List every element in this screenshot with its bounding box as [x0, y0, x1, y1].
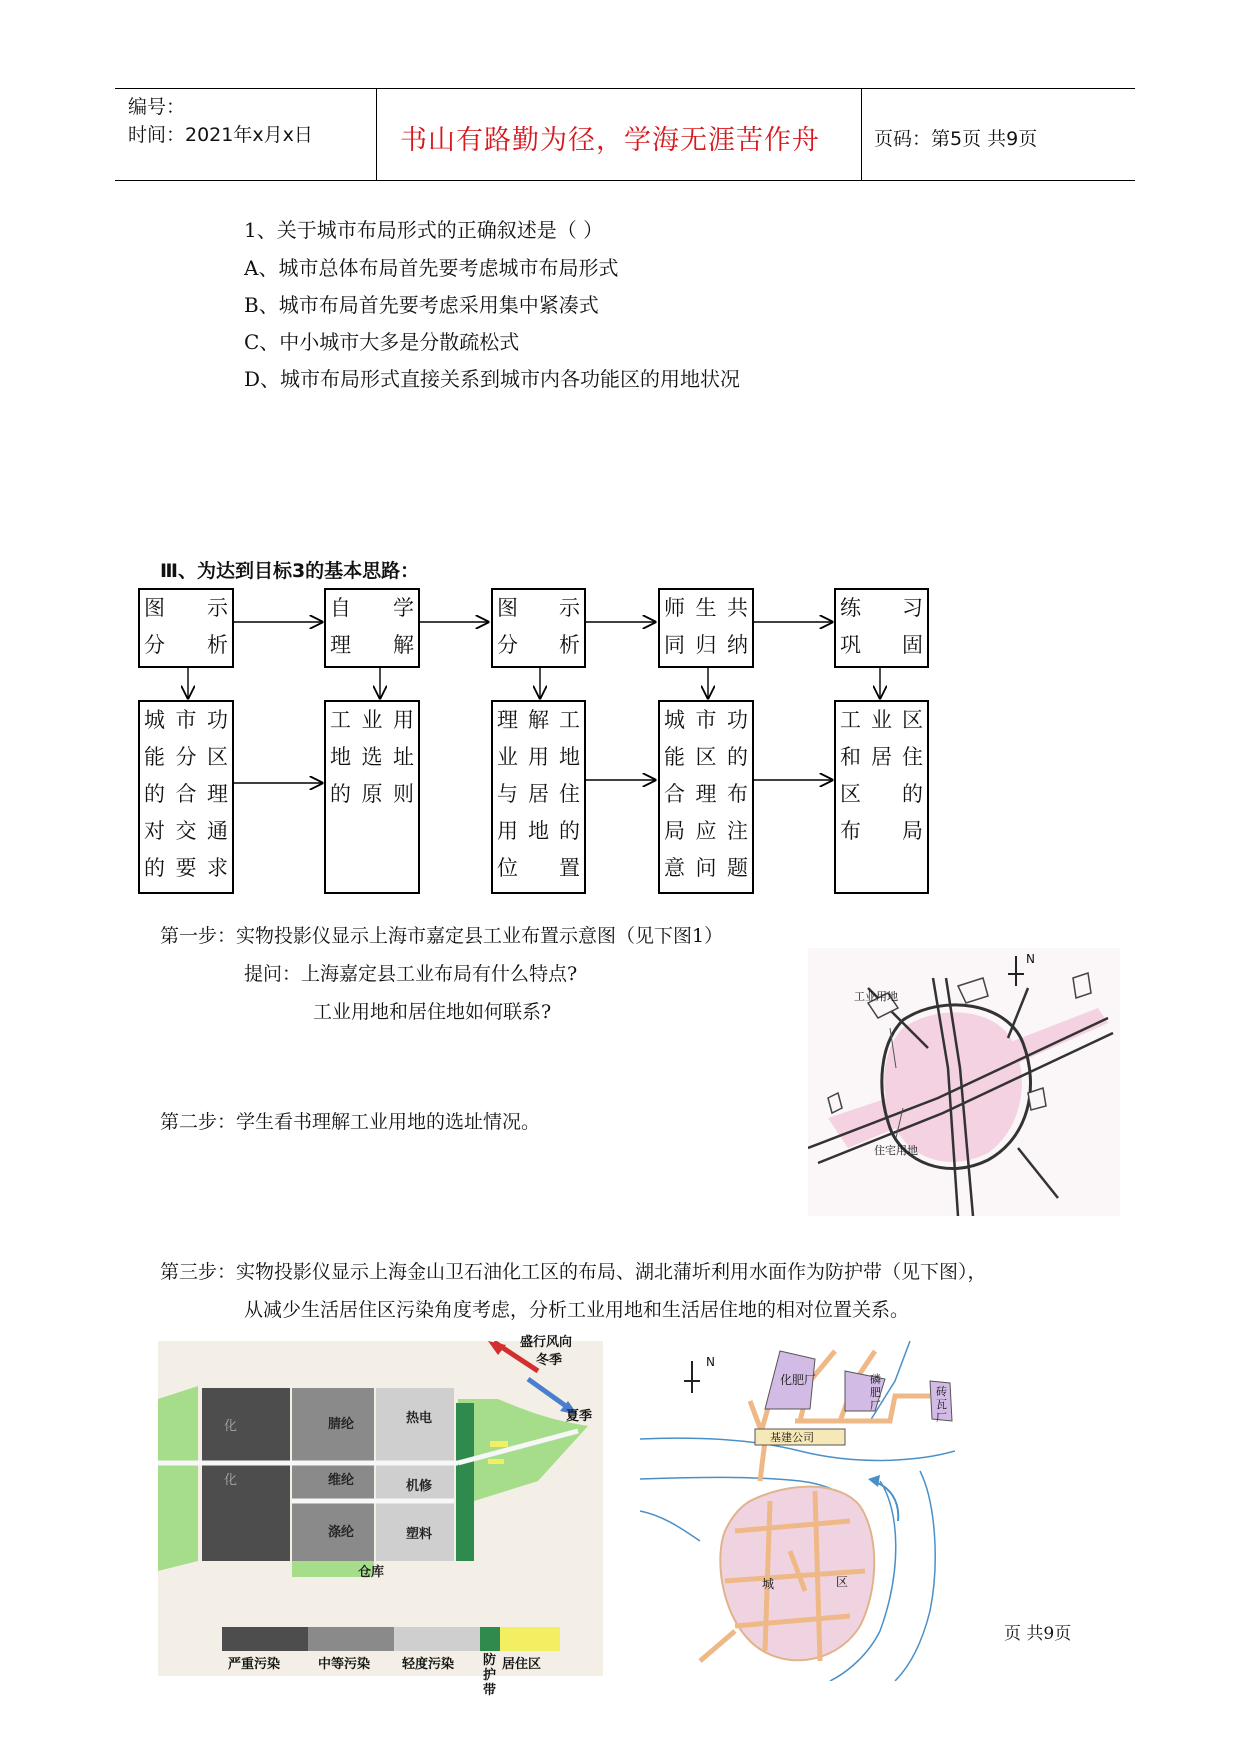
flow-text: 分 析: [144, 633, 228, 657]
flow-text: 的要求: [144, 856, 228, 880]
brick-label: 砖瓦厂: [936, 1385, 947, 1424]
section-title: Ⅲ、为达到目标3的基本思路：: [160, 560, 420, 582]
flow-text: 练 习: [840, 596, 923, 620]
flow-box-top-1: [138, 588, 234, 668]
north-label: N: [706, 1355, 715, 1369]
zone-label: 维纶: [328, 1473, 355, 1488]
flow-box-bottom-2: [324, 700, 420, 894]
flow-text: 业用地: [497, 745, 580, 769]
flow-text: 用地的: [497, 819, 580, 843]
zone-label: 热电: [406, 1411, 433, 1426]
city-label-a: 城: [762, 1577, 775, 1591]
step-two: 第二步：学生看书理解工业用地的选址情况。: [160, 1111, 541, 1133]
step-one-question-2: 工业用地和居住地如何联系?: [313, 1001, 552, 1023]
flow-text: 工业区: [840, 708, 923, 732]
step-one-question-1: 提问：上海嘉定县工业布局有什么特点?: [244, 963, 578, 985]
flow-text: 的合理: [144, 782, 228, 806]
flow-text: 意问题: [664, 856, 748, 880]
legend-residential: 居住区: [502, 1657, 542, 1672]
option-b: B、城市布局首先要考虑采用集中紧凑式: [244, 293, 599, 317]
legend-light: 轻度污染: [402, 1657, 455, 1672]
flow-text: 与居住: [497, 782, 580, 806]
flow-box-top-3: [491, 588, 586, 668]
flow-text: 位 置: [497, 856, 580, 880]
flow-text: 理解工: [497, 708, 580, 732]
zone-label: 塑料: [406, 1527, 433, 1542]
legend-belt: 防护带: [483, 1653, 497, 1698]
flow-text: 同归纳: [664, 633, 748, 657]
zone-label: 化: [224, 1419, 238, 1434]
flow-text: 能区的: [664, 745, 748, 769]
flow-text: 地选址: [330, 745, 414, 769]
flow-text: 能分区: [144, 745, 228, 769]
flow-text: 图 示: [497, 596, 580, 620]
flow-text: 师生共: [664, 596, 748, 620]
flow-text: 区 的: [840, 782, 923, 806]
flow-text: 自 学: [330, 596, 414, 620]
zone-label: 机修: [406, 1479, 433, 1494]
flow-box-bottom-3: [491, 700, 586, 894]
puqi-map: [640, 1341, 955, 1681]
wind-title: 盛行风向: [520, 1335, 573, 1350]
summer-label: 夏季: [566, 1409, 593, 1424]
flow-text: 的原则: [330, 782, 414, 806]
zone-label: 化: [224, 1473, 238, 1488]
jiading-map: [808, 948, 1120, 1216]
protective-belt: [456, 1403, 474, 1561]
residential-land-label: 住宅用地: [874, 1144, 918, 1157]
flow-box-top-5: [834, 588, 929, 668]
north-arrow-icon: [1008, 956, 1024, 986]
flow-text: 城市功: [144, 708, 228, 732]
flow-text: 布 局: [840, 819, 923, 843]
step-three-line-2: 从减少生活居住区污染角度考虑，分析工业用地和生活居住地的相对位置关系。: [244, 1299, 910, 1321]
flow-box-top-2: [324, 588, 420, 668]
flow-box-top-4: [658, 588, 754, 668]
north-arrow-icon: [684, 1361, 700, 1393]
legend-medium: 中等污染: [318, 1657, 371, 1672]
zone-label: 涤纶: [328, 1525, 355, 1540]
step-one: 第一步：实物投影仪显示上海市嘉定县工业布置示意图（见下图1）: [160, 925, 724, 947]
flow-box-bottom-4: [658, 700, 754, 894]
flow-text: 工业用: [330, 708, 414, 732]
flow-text: 分 析: [497, 633, 580, 657]
option-d: D、城市布局形式直接关系到城市内各功能区的用地状况: [244, 367, 741, 391]
flow-box-bottom-5: [834, 700, 929, 894]
flow-text: 图 示: [144, 596, 228, 620]
time-label: 时间：2021年x月x日: [128, 124, 313, 146]
flow-box-bottom-1: [138, 700, 234, 894]
zone-label: 腈纶: [328, 1417, 355, 1432]
city-label-b: 区: [836, 1575, 849, 1589]
summer-wind-arrow: [528, 1379, 570, 1409]
flow-text: 巩 固: [840, 633, 923, 657]
page-number-label: 页码：第5页 共9页: [874, 128, 1038, 150]
step-three-line-1: 第三步：实物投影仪显示上海金山卫石油化工区的布局、湖北蒲圻利用水面作为防护带（见下图），: [160, 1261, 987, 1283]
industrial-land-label: 工业用地: [854, 990, 898, 1003]
north-label: N: [1026, 952, 1035, 966]
flow-text: 局应注: [664, 819, 748, 843]
flow-text: 理 解: [330, 633, 414, 657]
legend-severe: 严重污染: [228, 1657, 281, 1672]
phosphate-label: 磷肥厂: [870, 1373, 881, 1412]
option-c: C、中小城市大多是分散疏松式: [244, 330, 520, 354]
question-stem: 1、关于城市布局形式的正确叙述是（ ）: [244, 218, 604, 242]
flow-text: 合理布: [664, 782, 748, 806]
serial-label: 编号：: [128, 96, 186, 118]
jinshan-zone-map: [158, 1335, 603, 1698]
option-a: A、城市总体布局首先要考虑城市布局形式: [244, 256, 619, 280]
flow-text: 对交通: [144, 819, 228, 843]
flow-text: 城市功: [664, 708, 748, 732]
flow-text: 和居住: [840, 745, 923, 769]
zone-label: 仓库: [358, 1565, 385, 1580]
severe-zone: [202, 1388, 290, 1561]
footer-page-count: 页 共9页: [1004, 1624, 1072, 1644]
winter-label: 冬季: [536, 1353, 563, 1368]
construction-label: 基建公司: [770, 1431, 814, 1444]
motto-title: 书山有路勤为径，学海无涯苦作舟: [400, 125, 820, 156]
fertilizer-label: 化肥厂: [780, 1373, 817, 1387]
